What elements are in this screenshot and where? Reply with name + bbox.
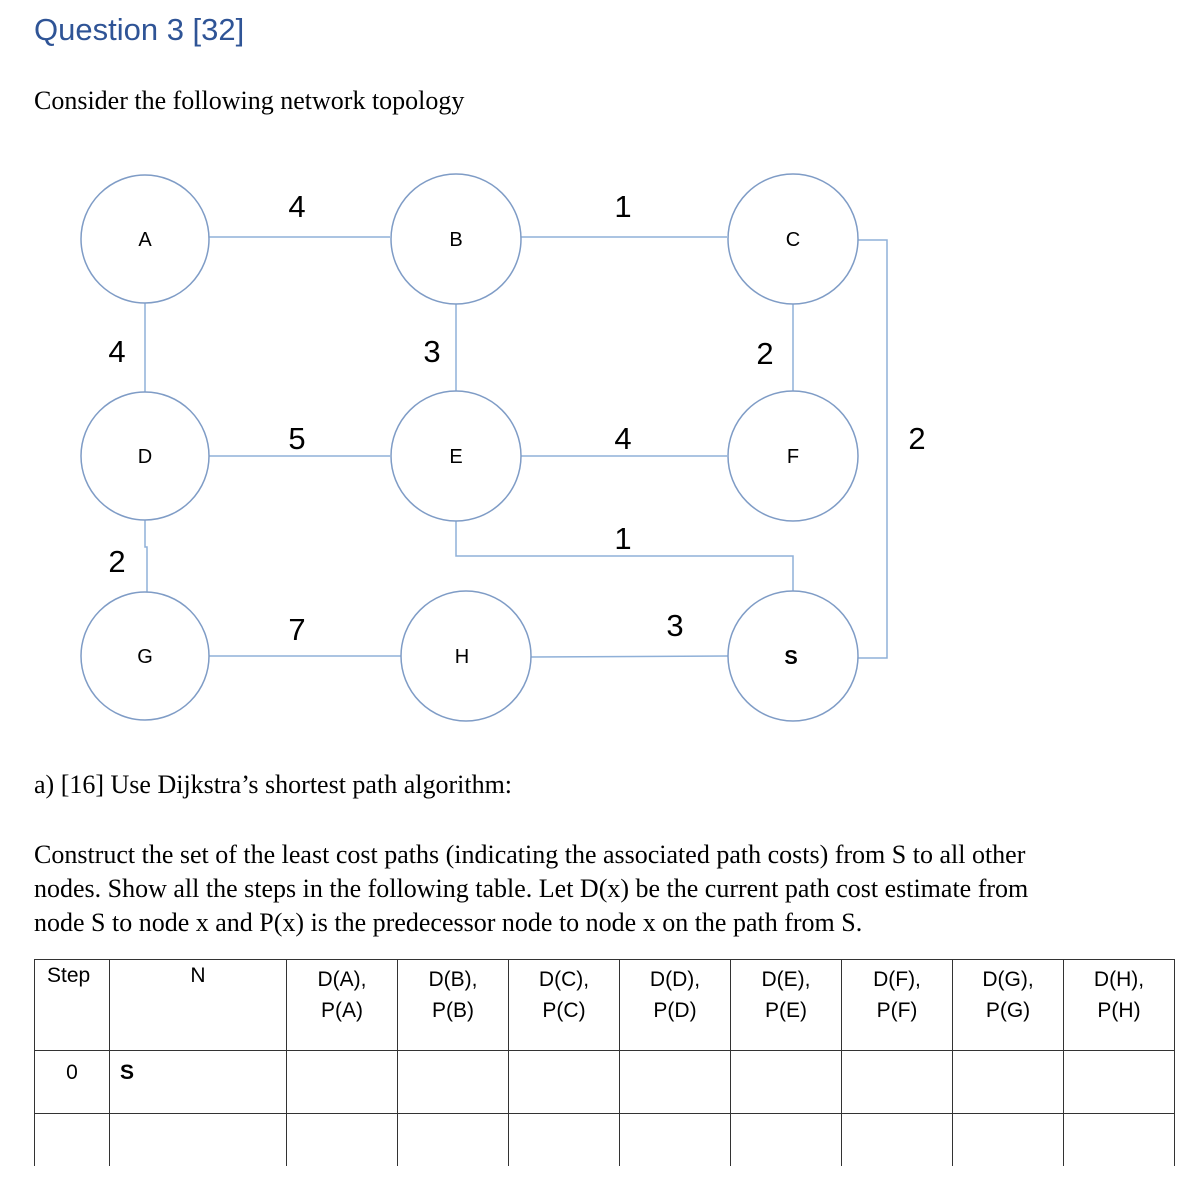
header-a: D(A), P(A) bbox=[287, 960, 398, 1051]
cost-A-B: 4 bbox=[288, 189, 306, 224]
header-f: D(F), P(F) bbox=[842, 960, 953, 1051]
header-g: D(G), P(G) bbox=[953, 960, 1064, 1051]
node-label-C: C bbox=[785, 229, 801, 251]
row1-cell bbox=[398, 1114, 509, 1167]
node-label-G: G bbox=[137, 646, 153, 668]
part-a-prompt: a) [16] Use Dijkstra’s shortest path algorithm: bbox=[34, 770, 513, 799]
instructions-line-3: node S to node x and P(x) is the predecessor node to node x on the path from S. bbox=[34, 908, 863, 937]
row0-cell bbox=[620, 1051, 731, 1114]
intro-text: Consider the following network topology bbox=[34, 86, 465, 115]
node-label-A: A bbox=[138, 229, 152, 251]
row1-cell bbox=[1064, 1114, 1175, 1167]
cost-E-S: 1 bbox=[614, 521, 632, 556]
cost-H-S: 3 bbox=[666, 608, 684, 643]
row0-cell bbox=[287, 1051, 398, 1114]
cost-C-S: 2 bbox=[908, 421, 926, 456]
edge-H-S bbox=[531, 656, 728, 657]
node-label-B: B bbox=[449, 229, 463, 251]
table-header-row bbox=[35, 960, 1175, 1051]
row1-cell bbox=[842, 1114, 953, 1167]
cost-D-G: 2 bbox=[108, 544, 126, 579]
cost-A-D: 4 bbox=[108, 334, 126, 369]
table-row bbox=[35, 1114, 1175, 1167]
header-d: D(D), P(D) bbox=[620, 960, 731, 1051]
row1-cell bbox=[110, 1114, 287, 1167]
cost-E-F: 4 bbox=[614, 421, 632, 456]
row0-n: S bbox=[110, 1051, 287, 1114]
row0-cell bbox=[731, 1051, 842, 1114]
node-label-H: H bbox=[454, 646, 470, 668]
instructions-paragraph bbox=[34, 838, 1028, 940]
node-label-F: F bbox=[786, 446, 800, 468]
cost-B-C: 1 bbox=[614, 189, 632, 224]
instructions-line-1: Construct the set of the least cost paths (indicating the associated path costs) from S to all other bbox=[34, 840, 1026, 869]
header-n: N bbox=[110, 960, 287, 1051]
cost-C-F: 2 bbox=[756, 336, 774, 371]
node-label-D: D bbox=[137, 446, 153, 468]
header-h: D(H), P(H) bbox=[1064, 960, 1175, 1051]
instructions-line-2: nodes. Show all the steps in the following table. Let D(x) be the current path cost estimate from bbox=[34, 874, 1029, 903]
node-label-E: E bbox=[449, 446, 463, 468]
cost-G-H: 7 bbox=[288, 612, 306, 647]
node-label-S: S bbox=[784, 647, 798, 669]
row1-cell bbox=[509, 1114, 620, 1167]
question-heading: Question 3 [32] bbox=[34, 12, 245, 47]
row0-cell bbox=[953, 1051, 1064, 1114]
header-c: D(C), P(C) bbox=[509, 960, 620, 1051]
table-row bbox=[35, 1051, 1175, 1114]
row0-cell bbox=[842, 1051, 953, 1114]
row1-cell bbox=[620, 1114, 731, 1167]
cost-B-E: 3 bbox=[423, 334, 441, 369]
row1-cell bbox=[35, 1114, 110, 1167]
row0-cell bbox=[509, 1051, 620, 1114]
header-step: Step bbox=[35, 960, 110, 1051]
dijkstra-table bbox=[34, 959, 1175, 1166]
row0-step: 0 bbox=[35, 1051, 110, 1114]
row0-cell bbox=[398, 1051, 509, 1114]
row1-cell bbox=[731, 1114, 842, 1167]
edge-C-S bbox=[858, 240, 887, 658]
edge-D-G bbox=[145, 517, 147, 593]
header-e: D(E), P(E) bbox=[731, 960, 842, 1051]
row1-cell bbox=[953, 1114, 1064, 1167]
row0-cell bbox=[1064, 1051, 1175, 1114]
cost-D-E: 5 bbox=[288, 421, 306, 456]
row1-cell bbox=[287, 1114, 398, 1167]
header-b: D(B), P(B) bbox=[398, 960, 509, 1051]
